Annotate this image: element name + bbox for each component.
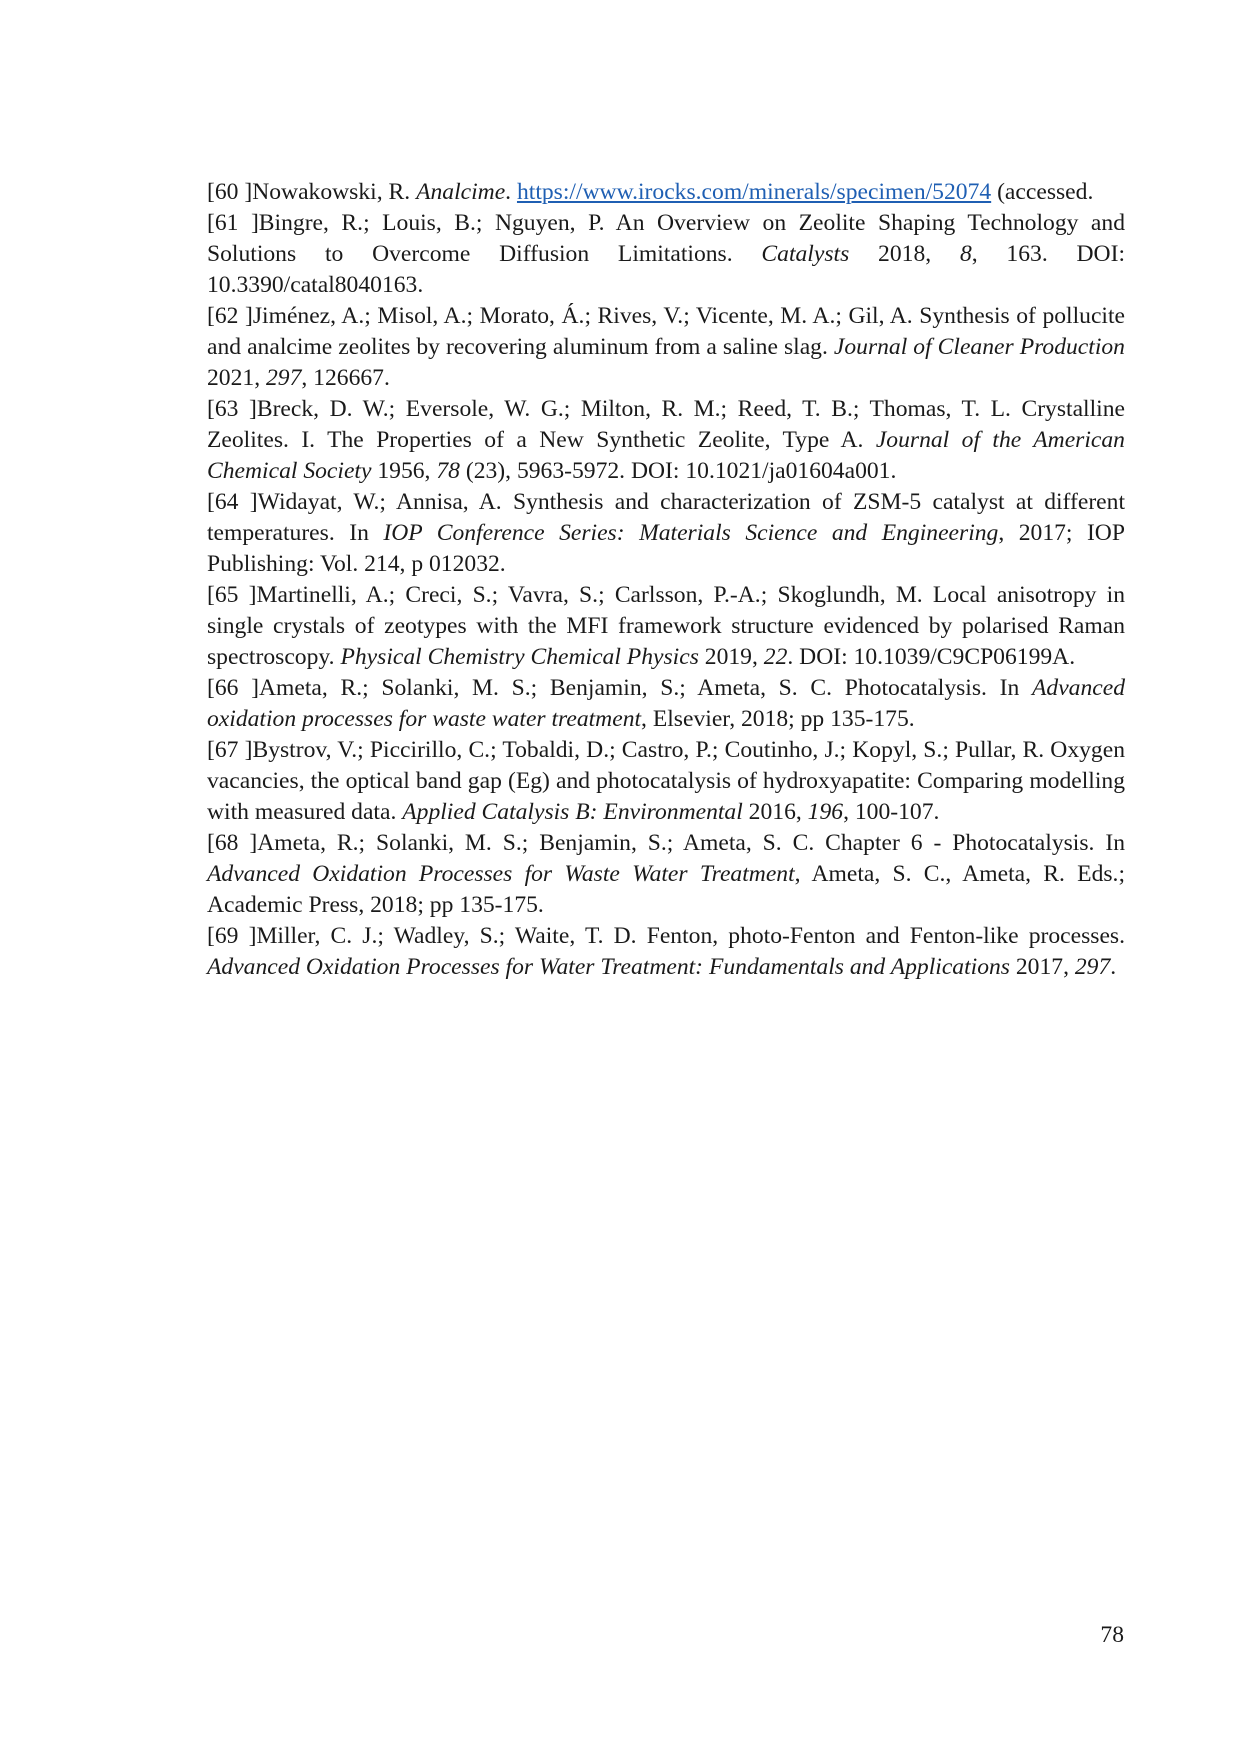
reference-link[interactable]: https://www.irocks.com/minerals/specimen/52074 (516, 179, 992, 205)
reference-text: [66 ]Ameta, R.; Solanki, M. S.; Benjamin, S.; Ameta, S. C. Photocatalysis. In (207, 675, 1032, 701)
reference-entry-60 (207, 177, 1125, 208)
reference-text: 2021, (207, 365, 266, 391)
reference-text: , 2017; IOP Publishing: Vol. 214, p 012032. (207, 520, 1125, 577)
reference-text: [63 ]Breck, D. W.; Eversole, W. G.; Milton, R. M.; Reed, T. B.; Thomas, T. L. Crystalline Zeolites. I. The Properties of a New Synthetic Zeolite, Type A. (207, 396, 1125, 453)
reference-italic-text: Applied Catalysis B: Environmental (402, 799, 743, 825)
reference-text: [61 ]Bingre, R.; Louis, B.; Nguyen, P. An Overview on Zeolite Shaping Technology and Solutions to Overcome Diffusion Limitations. (207, 210, 1125, 267)
reference-list (207, 177, 1125, 983)
page-number: 78 (1100, 1622, 1124, 1648)
reference-italic-text: Analcime (416, 179, 506, 205)
reference-entry-68 (207, 828, 1125, 921)
reference-text: 2018, (849, 241, 960, 267)
reference-text: . DOI: 10.1039/C9CP06199A. (787, 644, 1076, 670)
reference-text: [60 ]Nowakowski, R. (207, 179, 417, 205)
reference-text: , Ameta, S. C., Ameta, R. Eds.; Academic Press, 2018; pp 135-175. (207, 861, 1125, 918)
reference-text: , 100-107. (843, 799, 940, 825)
reference-text: 2017, (1009, 954, 1075, 980)
reference-text: [67 ]Bystrov, V.; Piccirillo, C.; Tobaldi, D.; Castro, P.; Coutinho, J.; Kopyl, S.; Pullar, R. Oxygen vacancies, the optical band gap (Eg) and photocatalysis of hydroxyapatite: Comparing modelling with measured data. (207, 737, 1125, 825)
reference-italic-text: 297 (1074, 954, 1111, 980)
reference-text: (accessed. (991, 179, 1094, 205)
reference-italic-text: 22 (763, 644, 788, 670)
reference-entry-61 (207, 208, 1125, 301)
reference-entry-62 (207, 301, 1125, 394)
reference-text: 2016, (742, 799, 808, 825)
reference-italic-text: Physical Chemistry Chemical Physics (340, 644, 699, 670)
reference-text: . (505, 179, 517, 205)
reference-italic-text: 297 (265, 365, 302, 391)
reference-italic-text: Advanced Oxidation Processes for Water Treatment: Fundamentals and Applications (207, 954, 1010, 980)
reference-text: [65 ]Martinelli, A.; Creci, S.; Vavra, S.; Carlsson, P.-A.; Skoglundh, M. Local anisotropy in single crystals of zeotypes with the MFI framework structure evidenced by polarised Raman spectroscopy. (207, 582, 1125, 670)
reference-italic-text: Advanced oxidation processes for waste water treatment (207, 675, 1125, 732)
reference-text: , 163. DOI: 10.3390/catal8040163. (207, 241, 1125, 298)
reference-text: [64 ]Widayat, W.; Annisa, A. Synthesis and characterization of ZSM-5 catalyst at different temperatures. In (207, 489, 1125, 546)
reference-italic-text: Journal of the American Chemical Society (207, 427, 1125, 484)
reference-entry-65 (207, 580, 1125, 673)
reference-italic-text: 78 (436, 458, 460, 484)
reference-italic-text: Catalysts (761, 241, 850, 267)
reference-italic-text: 196 (807, 799, 844, 825)
reference-italic-text: 8 (959, 241, 972, 267)
reference-entry-63 (207, 394, 1125, 487)
reference-text: 1956, (371, 458, 437, 484)
reference-italic-text: Journal of Cleaner Production (833, 334, 1125, 360)
reference-entry-66 (207, 673, 1125, 735)
reference-text: , 126667. (301, 365, 390, 391)
reference-entry-69 (207, 921, 1125, 983)
reference-text: [69 ]Miller, C. J.; Wadley, S.; Waite, T. D. Fenton, photo-Fenton and Fenton-like processes. (207, 923, 1125, 949)
reference-entry-67 (207, 735, 1125, 828)
reference-entry-64 (207, 487, 1125, 580)
reference-italic-text: IOP Conference Series: Materials Science and Engineering (383, 520, 999, 546)
reference-text: [62 ]Jiménez, A.; Misol, A.; Morato, Á.; Rives, V.; Vicente, M. A.; Gil, A. Synthesis of pollucite and analcime zeolites by recovering aluminum from a saline slag. (207, 303, 1125, 360)
reference-text: . (1110, 954, 1117, 980)
reference-text: 2019, (698, 644, 764, 670)
reference-text: (23), 5963-5972. DOI: 10.1021/ja01604a001. (459, 458, 897, 484)
reference-text: [68 ]Ameta, R.; Solanki, M. S.; Benjamin, S.; Ameta, S. C. Chapter 6 - Photocatalysis. In (207, 830, 1125, 856)
reference-italic-text: Advanced Oxidation Processes for Waste Water Treatment (207, 861, 795, 887)
reference-text: , Elsevier, 2018; pp 135-175. (641, 706, 915, 732)
